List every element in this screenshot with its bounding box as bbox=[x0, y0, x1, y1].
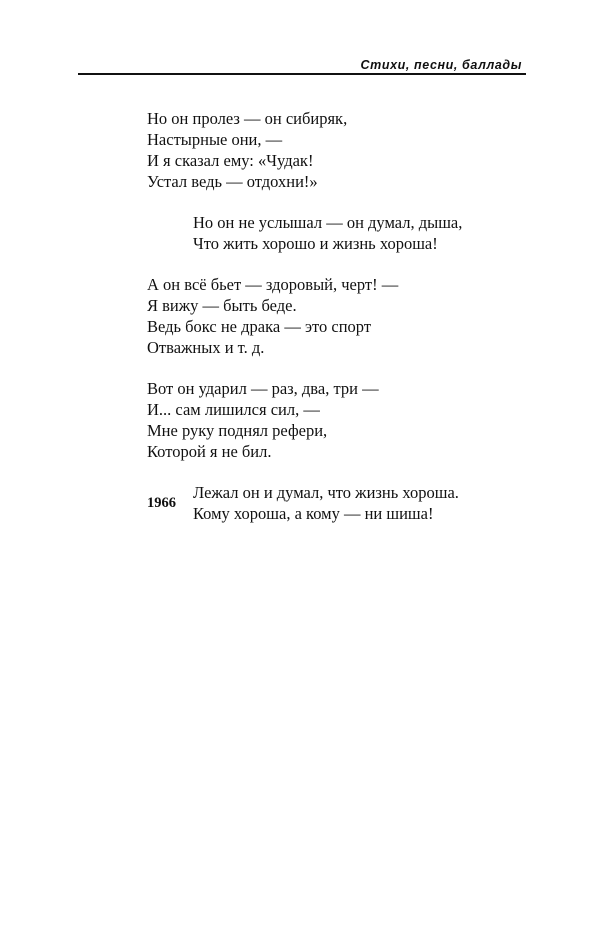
poem-line: Вот он ударил — раз, два, три — bbox=[147, 379, 379, 398]
poem-line: И... сам лишился сил, — bbox=[147, 400, 320, 419]
poem-line: Я вижу — быть беде. bbox=[147, 296, 297, 315]
stanza-5-refrain bbox=[147, 482, 547, 524]
header-rule bbox=[78, 73, 526, 75]
poem-line: Кому хороша, а кому — ни шиша! bbox=[193, 504, 434, 523]
poem-line: И я сказал ему: «Чудак! bbox=[147, 151, 314, 170]
poem-line: А он всё бьет — здоровый, черт! — bbox=[147, 275, 399, 294]
poem-line: Но он не услышал — он думал, дыша, bbox=[193, 213, 463, 232]
poem-line: Что жить хорошо и жизнь хороша! bbox=[193, 234, 438, 253]
poem-line: Но он пролез — он сибиряк, bbox=[147, 109, 348, 128]
poem-line: Лежал он и думал, что жизнь хороша. bbox=[193, 483, 459, 502]
stanza-3 bbox=[147, 274, 547, 358]
poem-line: Которой я не бил. bbox=[147, 442, 272, 461]
poem-line: Ведь бокс не драка — это спорт bbox=[147, 317, 372, 336]
running-title: Стихи, песни, баллады bbox=[360, 58, 522, 72]
poem-body bbox=[147, 108, 547, 544]
poem-line: Мне руку поднял рефери, bbox=[147, 421, 328, 440]
stanza-1 bbox=[147, 108, 547, 192]
poem-line: Устал ведь — отдохни!» bbox=[147, 172, 318, 191]
stanza-2-refrain bbox=[147, 212, 547, 254]
poem-line: Настырные они, — bbox=[147, 130, 283, 149]
poem-line: Отважных и т. д. bbox=[147, 338, 265, 357]
poem-date: 1966 bbox=[147, 495, 176, 511]
stanza-4 bbox=[147, 378, 547, 462]
